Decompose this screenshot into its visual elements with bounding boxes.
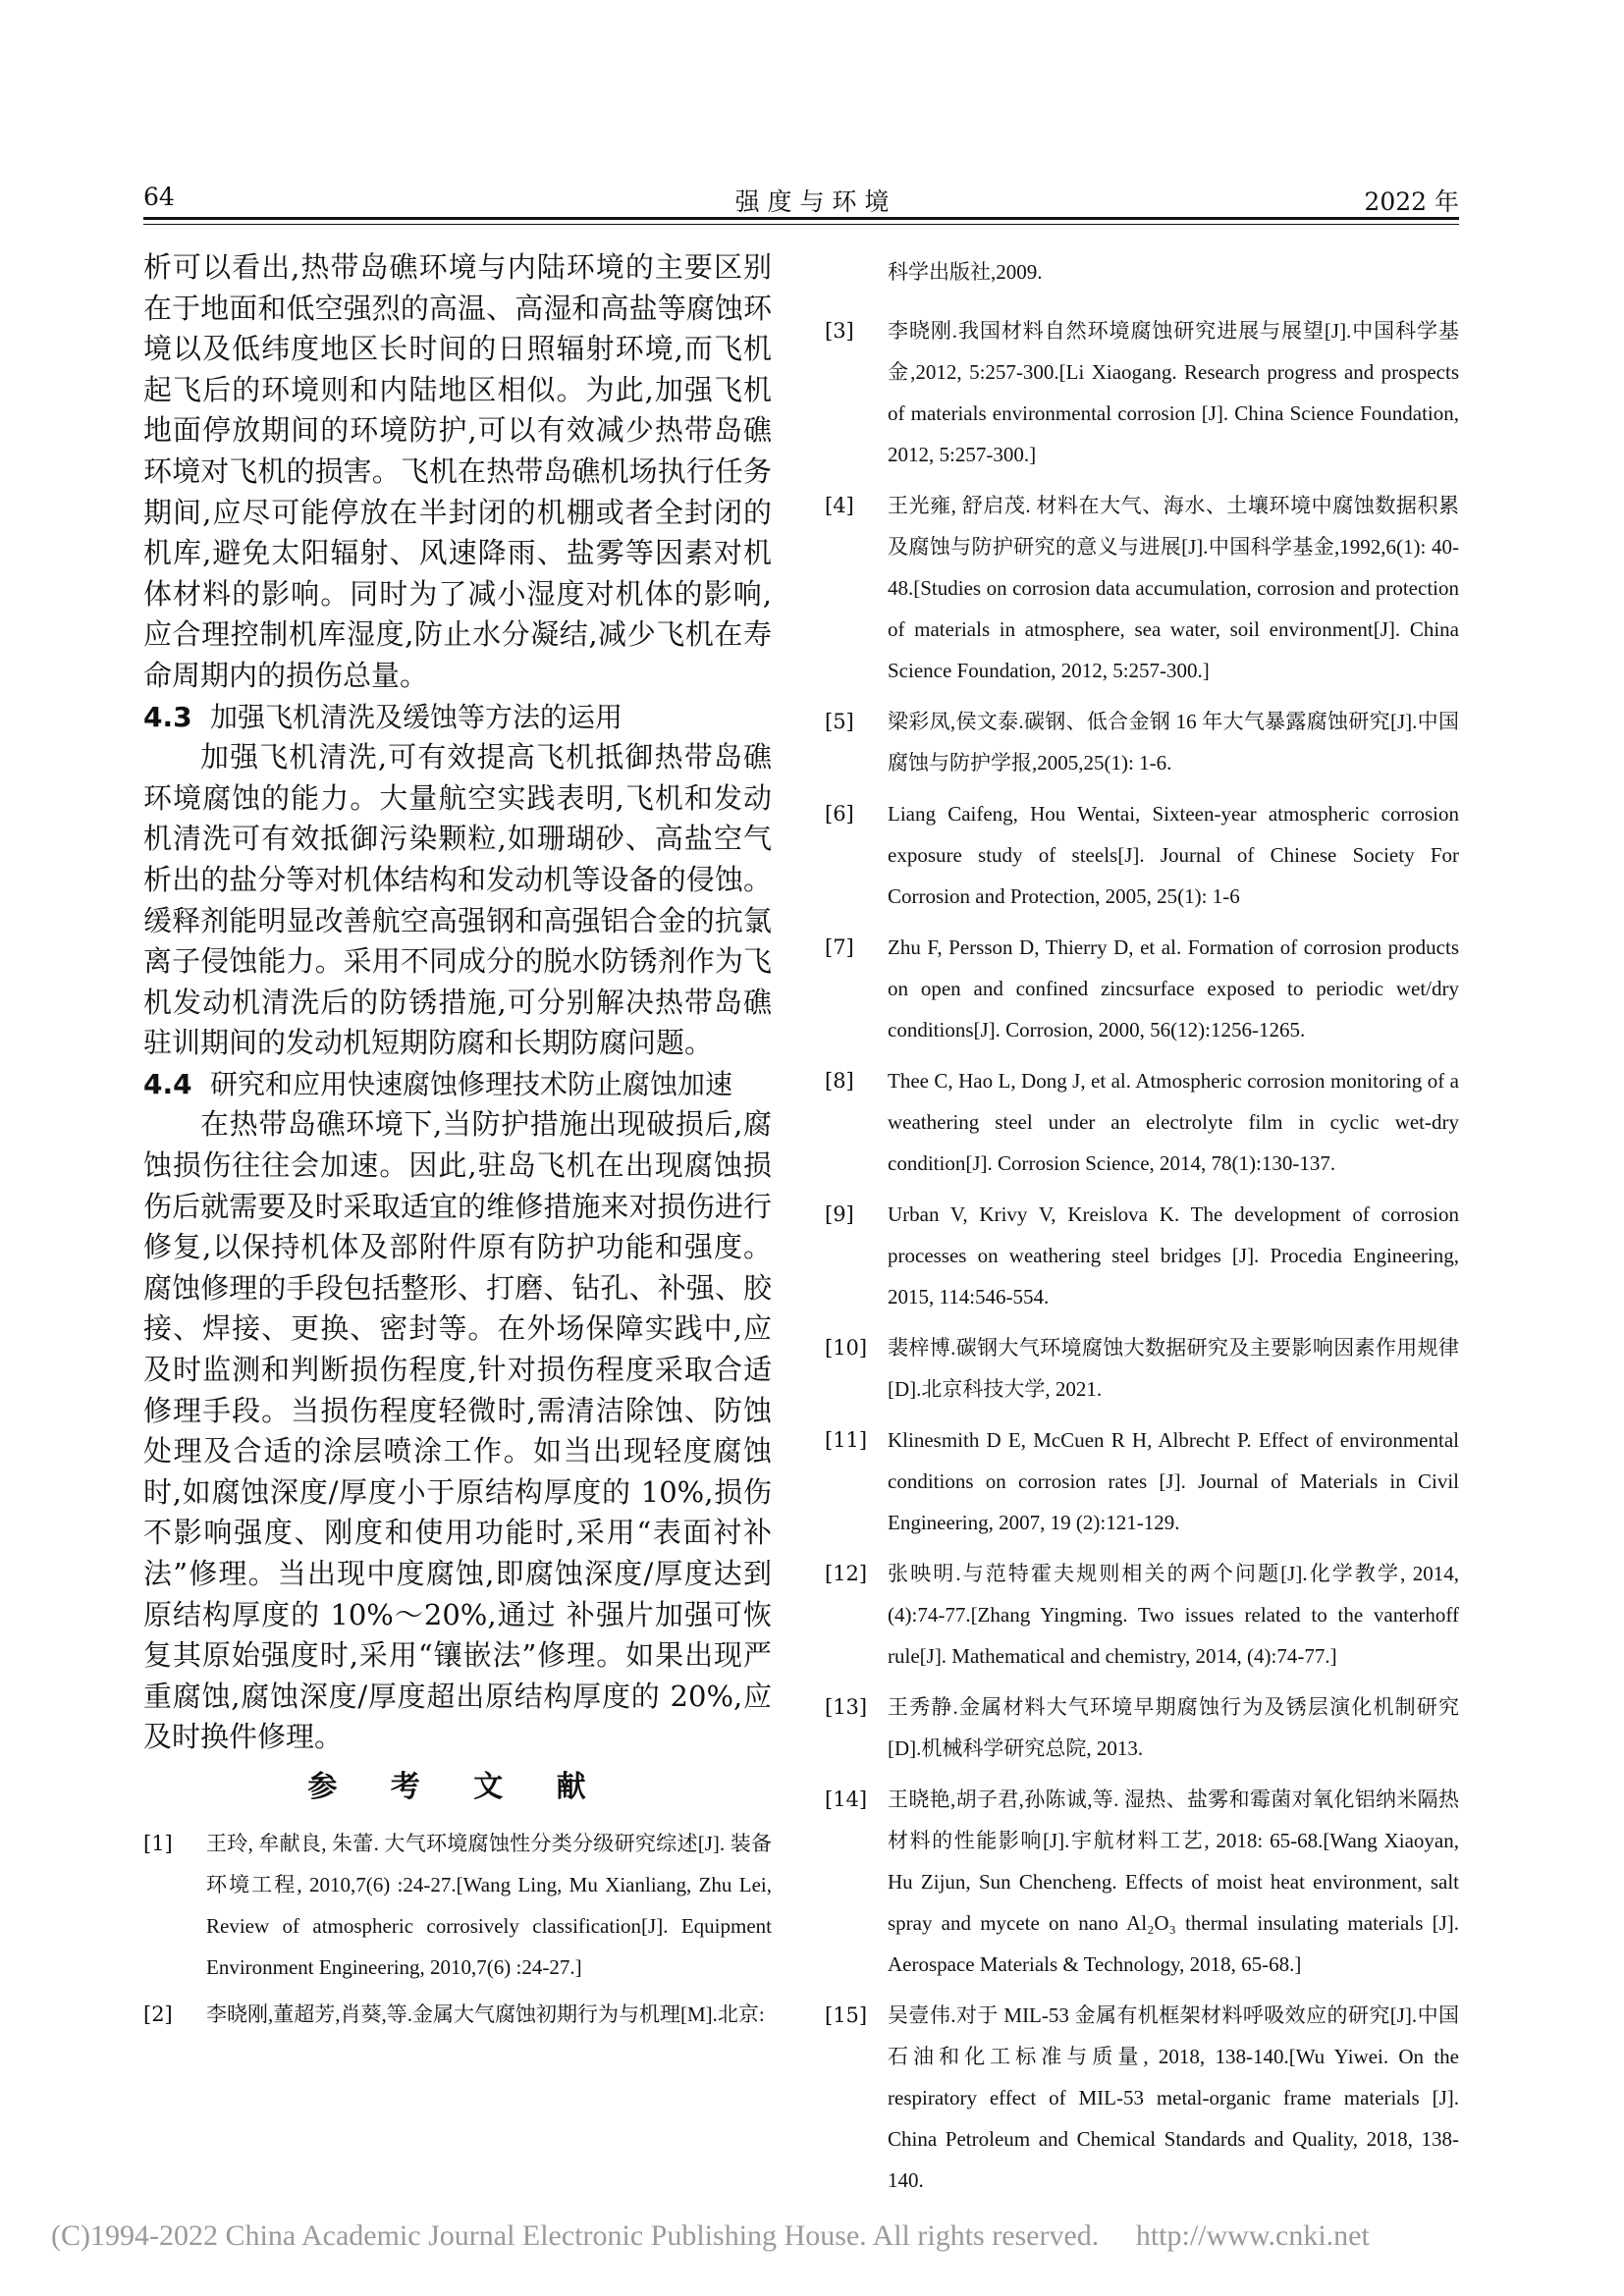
references-list-left bbox=[143, 1823, 772, 2035]
reference-number: [15] bbox=[825, 2003, 868, 2027]
reference-item bbox=[825, 310, 1459, 475]
header-rule-thin bbox=[143, 224, 1459, 225]
reference-item bbox=[825, 1419, 1459, 1543]
reference-number: [2] bbox=[143, 2002, 173, 2026]
section-heading-4-3 bbox=[143, 697, 772, 738]
reference-text: 王光雍, 舒启茂. 材料在大气、海水、土壤环境中腐蚀数据积累及腐蚀与防护研究的意义与进展[J].中国科学基金,1992,6(1): 40-48.[Studies on corrosion data accumulation, corrosion and protection of materials in atmosphere, sea water, soil environment[J]. China Science Foundation, 2012, 5:257-300.] bbox=[888, 494, 1459, 682]
references-title: 参 考 文 献 bbox=[307, 1769, 608, 1804]
reference-continuation: 科学出版社,2009. bbox=[888, 260, 1043, 284]
reference-number: [10] bbox=[825, 1336, 868, 1360]
section-number: 4.3 bbox=[143, 700, 192, 733]
reference-text: 王玲, 牟献良, 朱蕾. 大气环境腐蚀性分类分级研究综述[J]. 装备环境工程, 2010,7(6) :24-27.[Wang Ling, Mu Xianliang, Zhu Lei, Review of atmospheric corrosively classification[J]. Equipment Environment Engineering, 2010,7(6) :24-27.] bbox=[206, 1831, 772, 1979]
reference-text: Thee C, Hao L, Dong J, et al. Atmospheric corrosion monitoring of a weathering steel under an electrolyte film in cyclic wet-dry condition[J]. Corrosion Science, 2014, 78(1):130-137. bbox=[888, 1069, 1459, 1175]
paragraph: 在热带岛礁环境下,当防护措施出现破损后,腐蚀损伤往往会加速。因此,驻岛飞机在出现腐蚀损伤后就需要及时采取适宜的维修措施来对损伤进行修复,以保持机体及部附件原有防护功能和强度。腐蚀修理的手段包括整形、打磨、钻孔、补强、胶接、焊接、更换、密封等。在外场保障实践中,应及时监测和判断损伤程度,针对损伤程度采取合适修理手段。当损伤程度轻微时,需清洁除蚀、防蚀处理及合适的涂层喷涂工作。如当出现轻度腐蚀时,如腐蚀深度/厚度小于原结构厚度的 10%,损伤不影响强度、刚度和使用功能时,采用“表面衬补法”修理。当出现中度腐蚀,即腐蚀深度/厚度达到原结构厚度的 10%～20%,通过 补强片加强可恢复其原始强度时,采用“镶嵌法”修理。如果出现严重腐蚀,腐蚀深度/厚度超出原结构厚度的 20%,应及时换件修理。 bbox=[143, 1107, 772, 1754]
section-title: 加强飞机清洗及缓蚀等方法的运用 bbox=[210, 700, 623, 733]
section-number: 4.4 bbox=[143, 1067, 192, 1100]
reference-number: [14] bbox=[825, 1788, 868, 1811]
reference-text: 裴梓博.碳钢大气环境腐蚀大数据研究及主要影响因素作用规律[D].北京科技大学, 2021. bbox=[888, 1336, 1459, 1401]
reference-item bbox=[825, 485, 1459, 691]
reference-number: [4] bbox=[825, 494, 854, 517]
paragraph-continuation: 析可以看出,热带岛礁环境与内陆环境的主要区别在于地面和低空强烈的高温、高湿和高盐等腐蚀环境以及低纬度地区长时间的日照辐射环境,而飞机起飞后的环境则和内陆地区相似。为此,加强飞机地面停放期间的环境防护,可以有效减少热带岛礁环境对飞机的损害。飞机在热带岛礁机场执行任务期间,应尽可能停放在半封闭的机棚或者全封闭的机库,避免太阳辐射、风速降雨、盐雾等因素对机体材料的影响。同时为了减小湿度对机体的影响,应合理控制机库湿度,防止水分凝结,减少飞机在寿命周期内的损伤总量。 bbox=[143, 250, 772, 692]
reference-text: 李晓刚.我国材料自然环境腐蚀研究进展与展望[J].中国科学基金,2012, 5:257-300.[Li Xiaogang. Research progress and prospects of materials environmental corrosion [J]. China Science Foundation, 2012, 5:257-300.] bbox=[888, 319, 1459, 466]
section-heading-4-4 bbox=[143, 1064, 772, 1105]
reference-number: [5] bbox=[825, 710, 854, 733]
reference-item bbox=[825, 1995, 1459, 2201]
reference-number: [3] bbox=[825, 319, 854, 343]
reference-item bbox=[825, 1553, 1459, 1677]
reference-text: 王晓艳,胡子君,孙陈诚,等. 湿热、盐雾和霉菌对氧化铝纳米隔热材料的性能影响[J].宇航材料工艺, 2018: 65-68.[Wang Xiaoyan, Hu Zijun, Sun Chencheng. Effects of moist heat environment, salt spray and mycete on nano Al₂O₃ thermal insulating materials [J]. Aerospace Materials & Technology, 2018, 65-68.] bbox=[888, 1788, 1459, 1976]
body-text bbox=[143, 247, 772, 1758]
reference-item bbox=[825, 701, 1459, 783]
copyright-footer bbox=[51, 2219, 1583, 2253]
reference-item bbox=[143, 1823, 772, 1988]
reference-item bbox=[825, 1779, 1459, 1985]
reference-number: [6] bbox=[825, 802, 854, 826]
reference-number: [7] bbox=[825, 935, 854, 959]
header-year: 2022 年 bbox=[1364, 187, 1459, 216]
reference-text: Liang Caifeng, Hou Wentai, Sixteen-year atmospheric corrosion exposure study of steels[J]. Journal of Chinese Society For Corrosion and Protection, 2005, 25(1): 1-6 bbox=[888, 802, 1459, 908]
reference-text: Klinesmith D E, McCuen R H, Albrecht P. Effect of environmental conditions on corrosion rates [J]. Journal of Materials in Civil Engineering, 2007, 19 (2):121-129. bbox=[888, 1428, 1459, 1534]
reference-text: 梁彩凤,侯文泰.碳钢、低合金钢 16 年大气暴露腐蚀研究[J].中国腐蚀与防护学报,2005,25(1): 1-6. bbox=[888, 710, 1459, 774]
reference-item bbox=[825, 1194, 1459, 1317]
reference-number: [8] bbox=[825, 1069, 854, 1093]
reference-text: 李晓刚,董超芳,肖葵,等.金属大气腐蚀初期行为与机理[M].北京: bbox=[206, 2002, 765, 2026]
footer-url: http://www.cnki.net bbox=[1135, 2219, 1370, 2252]
reference-number: [9] bbox=[825, 1202, 854, 1226]
right-column bbox=[825, 251, 1459, 2211]
paragraph: 加强飞机清洗,可有效提高飞机抵御热带岛礁环境腐蚀的能力。大量航空实践表明,飞机和发动机清洗可有效抵御污染颗粒,如珊瑚砂、高盐空气析出的盐分等对机体结构和发动机等设备的侵蚀。缓释剂能明显改善航空高强钢和高强铝合金的抗氯离子侵蚀能力。采用不同成分的脱水防锈剂作为飞机发动机清洗后的防锈措施,可分别解决热带岛礁驻训期间的发动机短期防腐和长期防腐问题。 bbox=[143, 740, 772, 1060]
reference-number: [12] bbox=[825, 1562, 868, 1585]
reference-item bbox=[825, 793, 1459, 917]
reference-number: [13] bbox=[825, 1695, 868, 1719]
reference-text: 张映明.与范特霍夫规则相关的两个问题[J].化学教学, 2014,(4):74-77.[Zhang Yingming. Two issues related to the vanterhoff rule[J]. Mathematical and chemistry, 2014, (4):74-77.] bbox=[888, 1562, 1459, 1668]
reference-text: Urban V, Krivy V, Kreislova K. The development of corrosion processes on weathering steel bridges [J]. Procedia Engineering, 2015, 114:546-554. bbox=[888, 1202, 1459, 1308]
reference-item bbox=[143, 1994, 772, 2035]
reference-item bbox=[825, 1327, 1459, 1410]
reference-text: 吴壹伟.对于 MIL-53 金属有机框架材料呼吸效应的研究[J].中国石油和化工标准与质量, 2018, 138-140.[Wu Yiwei. On the respiratory effect of MIL-53 metal-organic frame materials [J]. China Petroleum and Chemical Standards and Quality, 2018, 138-140. bbox=[888, 2003, 1459, 2192]
reference-number: [11] bbox=[825, 1428, 868, 1452]
left-column bbox=[143, 247, 772, 2041]
header-rule-thick bbox=[143, 217, 1459, 220]
reference-item bbox=[825, 927, 1459, 1050]
section-title: 研究和应用快速腐蚀修理技术防止腐蚀加速 bbox=[210, 1067, 733, 1100]
reference-number: [1] bbox=[143, 1831, 173, 1855]
page-number: 64 bbox=[143, 183, 175, 211]
copyright-text: (C)1994-2022 China Academic Journal Electronic Publishing House. All rights reserved. bbox=[51, 2219, 1100, 2252]
reference-text: 王秀静.金属材料大气环境早期腐蚀行为及锈层演化机制研究[D].机械科学研究总院, 2013. bbox=[888, 1695, 1459, 1760]
journal-title: 强 度 与 环 境 bbox=[734, 187, 890, 216]
reference-text: Zhu F, Persson D, Thierry D, et al. Formation of corrosion products on open and confined zincsurface exposed to periodic wet/dry conditions[J]. Corrosion, 2000, 56(12):1256-1265. bbox=[888, 935, 1459, 1041]
reference-item bbox=[825, 1060, 1459, 1184]
reference-item bbox=[825, 1686, 1459, 1769]
